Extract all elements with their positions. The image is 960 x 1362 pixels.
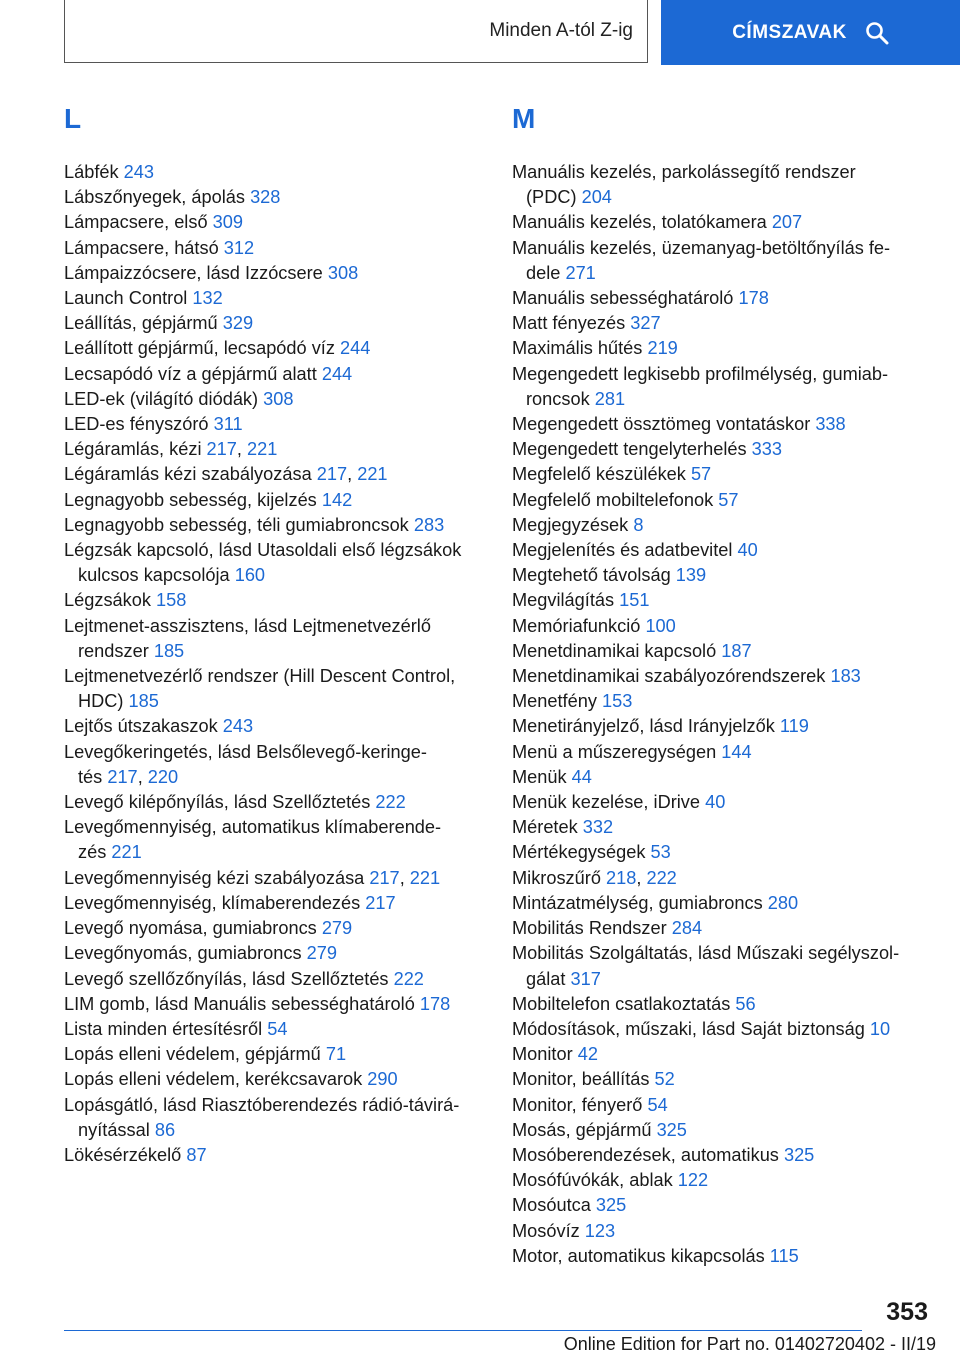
index-entry: [512, 286, 932, 311]
index-entry: [64, 714, 484, 739]
index-entry: [512, 1244, 932, 1269]
index-entry: [512, 1042, 932, 1067]
index-entry: [512, 1067, 932, 1092]
page-link[interactable]: 185: [153, 640, 185, 661]
entry-term: Menetdinamikai kapcsoló: [512, 640, 722, 661]
page-link[interactable]: 53: [650, 842, 671, 863]
page-link[interactable]: 100: [645, 615, 676, 636]
index-entry: [512, 1168, 932, 1193]
page-link[interactable]: 54: [267, 1018, 288, 1039]
entry-term: Manuális kezelés, üzemanyag-betöltőnyílás fe‐: [512, 237, 891, 258]
page-link[interactable]: 44: [571, 766, 592, 787]
index-column-left: [64, 98, 484, 1168]
index-entry: [64, 437, 484, 462]
page-link[interactable]: 332: [582, 817, 614, 838]
page-link[interactable]: 244: [340, 338, 371, 359]
index-entry: [64, 891, 484, 916]
page-link[interactable]: 56: [735, 993, 756, 1014]
entry-term: Menetfény: [512, 691, 602, 712]
page-link[interactable]: 207: [771, 212, 803, 233]
entry-term: Mikroszűrő: [512, 867, 606, 888]
page-link[interactable]: 279: [306, 943, 337, 964]
index-entry: [512, 210, 932, 235]
entry-term: Mobilitás Rendszer: [512, 918, 672, 939]
page-link[interactable]: 52: [654, 1069, 675, 1090]
page-link[interactable]: 123: [584, 1220, 616, 1241]
index-entry: [64, 336, 484, 361]
page-link[interactable]: 178: [419, 993, 451, 1014]
index-entry: [512, 437, 932, 462]
index-entry: [64, 362, 484, 387]
index-entry: [64, 236, 484, 261]
index-entry: [512, 563, 932, 588]
index-entry: [512, 916, 932, 941]
index-entry: [512, 160, 932, 210]
page-link[interactable]: 308: [327, 262, 359, 283]
entry-term: Matt fényezés: [512, 313, 631, 334]
page-link[interactable]: 158: [156, 590, 187, 611]
index-entry: [512, 513, 932, 538]
tab-keywords-label: CÍMSZAVAK: [732, 21, 847, 43]
entry-term: Memóriafunkció: [512, 615, 646, 636]
index-entry: [512, 840, 932, 865]
page-separator: ,: [636, 867, 647, 888]
page-link[interactable]: 119: [779, 716, 809, 737]
index-entry: [512, 765, 932, 790]
page-link[interactable]: 312: [223, 237, 255, 258]
index-entry: [64, 740, 484, 790]
page-link[interactable]: 142: [321, 489, 353, 510]
page-link[interactable]: 290: [367, 1069, 398, 1090]
index-entry: [64, 664, 484, 714]
page-link[interactable]: 222: [646, 867, 677, 888]
entry-term: Légzsákok: [64, 590, 157, 611]
entry-term: Megtehető távolság: [512, 565, 676, 586]
page-link[interactable]: 54: [647, 1094, 668, 1115]
entry-term: Monitor: [512, 1044, 578, 1065]
page-link[interactable]: 40: [705, 792, 726, 813]
page-link[interactable]: 71: [325, 1044, 347, 1065]
entry-term: Leállított gépjármű, lecsapódó víz: [64, 338, 341, 359]
page-link[interactable]: 42: [577, 1044, 598, 1065]
entry-term: Monitor, fényerő: [512, 1094, 648, 1115]
index-entry: [512, 992, 932, 1017]
entry-term: Mosóutca: [512, 1195, 596, 1216]
index-entry: [64, 866, 484, 891]
page-link[interactable]: 244: [321, 363, 353, 384]
page-link[interactable]: 10: [869, 1018, 891, 1039]
entry-term: Lejtős útszakaszok: [64, 716, 223, 737]
index-entry: [64, 311, 484, 336]
index-entry: [64, 538, 484, 588]
page-link[interactable]: 57: [690, 464, 712, 485]
index-entry: [512, 714, 932, 739]
index-entry: [512, 815, 932, 840]
entry-term: Mosóberendezések, automatikus: [512, 1144, 784, 1165]
index-entry: [512, 1143, 932, 1168]
entry-term: Levegőmennyiség, klímaberendezés: [64, 892, 366, 913]
section-letter-m: M: [512, 103, 536, 134]
index-entry: [64, 513, 484, 538]
entry-term: Mobilitás Szolgáltatás, lásd Műszaki segélyszol‐: [512, 943, 900, 964]
entry-term: Lámpacsere, hátsó: [64, 237, 224, 258]
index-entry: [64, 967, 484, 992]
page-link[interactable]: 144: [721, 741, 752, 762]
index-entry: [512, 362, 932, 412]
entry-term: Menük kezelése, iDrive: [512, 792, 706, 813]
index-entry: [512, 614, 932, 639]
entry-term: Levegőmennyiség kézi szabályozása: [64, 867, 370, 888]
index-entry: [64, 815, 484, 865]
page-separator: ,: [399, 867, 410, 888]
entry-term: Légáramlás, kézi: [64, 439, 207, 460]
footer-edition: Online Edition for Part no. 01402720402 - II/19: [563, 1334, 936, 1354]
index-entry: [512, 1193, 932, 1218]
entry-term: rendszer: [78, 640, 154, 661]
index-entries-left: [64, 160, 484, 1168]
entry-term: Lámpaizzócsere, lásd Izzócsere: [64, 262, 328, 283]
entry-term: Lámpacsere, első: [64, 212, 213, 233]
page-link[interactable]: 283: [413, 514, 445, 535]
page-link[interactable]: 329: [222, 313, 254, 334]
entry-term: Manuális kezelés, parkolássegítő rendszer: [512, 162, 856, 182]
entry-term: HDC): [78, 691, 129, 712]
entry-term: Lábfék: [64, 162, 124, 182]
entry-term: Lökésérzékelő: [64, 1144, 187, 1165]
index-entry: [64, 261, 484, 286]
index-entry: [64, 916, 484, 941]
index-entry: [64, 588, 484, 613]
page-link[interactable]: 187: [721, 640, 752, 661]
search-icon: [865, 21, 889, 45]
page-link[interactable]: 243: [123, 162, 155, 182]
tab-a-to-z[interactable]: [64, 0, 648, 63]
index-entry: [64, 1017, 484, 1042]
tab-keywords[interactable]: [661, 0, 960, 65]
index-entry: [64, 790, 484, 815]
entry-term: Launch Control: [64, 288, 193, 309]
page-link[interactable]: 204: [581, 187, 612, 208]
page-link[interactable]: 308: [263, 388, 294, 409]
entry-term: Menetdinamikai szabályozórendszerek: [512, 666, 831, 687]
entry-term: Lopás elleni védelem, kerékcsavarok: [64, 1069, 368, 1090]
page-link[interactable]: 178: [738, 288, 769, 309]
page-link[interactable]: 271: [565, 262, 596, 283]
page-link[interactable]: 222: [375, 792, 406, 813]
entry-term: Lopásgátló, lásd Riasztóberendezés rádió-távirá‐: [64, 1094, 460, 1115]
index-entry: [512, 689, 932, 714]
entry-term: Levegő kilépőnyílás, lásd Szellőztetés: [64, 792, 376, 813]
entry-term: Megengedett össztömeg vontatáskor: [512, 414, 816, 435]
entry-term: Módosítások, műszaki, lásd Saját biztonság: [512, 1018, 870, 1039]
page-link[interactable]: 185: [128, 691, 159, 712]
index-entry: [512, 336, 932, 361]
page-link[interactable]: 151: [619, 590, 650, 611]
header-bar: [0, 0, 960, 66]
page-link[interactable]: 325: [656, 1119, 687, 1140]
page-link[interactable]: 222: [393, 968, 424, 989]
index-entry: [512, 1093, 932, 1118]
page-link[interactable]: 217: [369, 867, 400, 888]
entry-term: tés: [78, 766, 108, 787]
page-link[interactable]: 311: [213, 414, 243, 435]
page-link[interactable]: 333: [751, 439, 782, 460]
entry-term: (PDC): [526, 187, 582, 208]
page-separator: ,: [137, 766, 148, 787]
page-link[interactable]: 325: [783, 1144, 815, 1165]
entry-term: Manuális kezelés, tolatókamera: [512, 212, 772, 233]
page-link[interactable]: 284: [671, 918, 703, 939]
index-entry: [512, 639, 932, 664]
page-link[interactable]: 217: [316, 464, 348, 485]
page-link[interactable]: 327: [630, 313, 661, 334]
index-entry: [64, 210, 484, 235]
entry-term: Megjelenítés és adatbevitel: [512, 540, 738, 561]
entry-term: kulcsos kapcsolója: [78, 565, 235, 586]
page-link[interactable]: 221: [409, 867, 441, 888]
entry-term: Megengedett tengelyterhelés: [512, 439, 752, 460]
index-entries-right: [512, 160, 932, 1269]
page-link[interactable]: 8: [633, 514, 644, 535]
footer-divider: [64, 1330, 862, 1331]
entry-term: zés: [78, 842, 112, 863]
entry-term: Megjegyzések: [512, 514, 634, 535]
entry-term: Megvilágítás: [512, 590, 620, 611]
page-link[interactable]: 221: [247, 439, 278, 460]
page-link[interactable]: 40: [737, 540, 758, 561]
page-link[interactable]: 279: [321, 918, 353, 939]
entry-term: dele: [526, 262, 566, 283]
entry-term: LED-ek (világító diódák): [64, 388, 264, 409]
entry-term: Menü a műszeregységen: [512, 741, 722, 762]
index-entry: [64, 160, 484, 185]
index-entry: [512, 891, 932, 916]
entry-term: Levegő szellőzőnyílás, lásd Szellőztetés: [64, 968, 394, 989]
page-link[interactable]: 86: [154, 1119, 176, 1140]
entry-term: LED-es fényszóró: [64, 414, 214, 435]
index-entry: [512, 941, 932, 991]
page-link[interactable]: 243: [222, 716, 254, 737]
page-link[interactable]: 338: [815, 414, 846, 435]
entry-term: Mosóvíz: [512, 1220, 585, 1241]
page-number: 353: [886, 1298, 928, 1326]
entry-term: Mosás, gépjármű: [512, 1119, 657, 1140]
index-entry: [512, 412, 932, 437]
tab-a-to-z-label: Minden A-tól Z-ig: [489, 20, 633, 41]
page-link[interactable]: 57: [718, 489, 739, 510]
index-entry: [64, 614, 484, 664]
page-link[interactable]: 153: [601, 691, 633, 712]
entry-term: Lejtmenet-asszisztens, lásd Lejtmenetvezérlő: [64, 615, 431, 636]
index-entry: [64, 992, 484, 1017]
page-link[interactable]: 220: [147, 766, 179, 787]
entry-term: Mobiltelefon csatlakoztatás: [512, 993, 736, 1014]
index-entry: [512, 664, 932, 689]
page-link[interactable]: 87: [186, 1144, 207, 1165]
index-entry: [64, 462, 484, 487]
index-entry: [512, 236, 932, 286]
entry-term: Levegőnyomás, gumiabroncs: [64, 943, 307, 964]
entry-term: Megfelelő mobiltelefonok: [512, 489, 719, 510]
entry-term: Méretek: [512, 817, 583, 838]
entry-term: Megfelelő készülékek: [512, 464, 691, 485]
entry-term: Maximális hűtés: [512, 338, 648, 359]
entry-term: roncsok: [526, 388, 595, 409]
entry-term: Motor, automatikus kikapcsolás: [512, 1245, 770, 1266]
index-entry: [512, 866, 932, 891]
entry-term: Mosófúvókák, ablak: [512, 1170, 678, 1191]
index-entry: [64, 488, 484, 513]
page-link[interactable]: 309: [212, 212, 243, 233]
page-link[interactable]: 317: [570, 968, 601, 989]
index-entry: [512, 1118, 932, 1143]
page-separator: ,: [236, 439, 248, 460]
entry-term: Lista minden értesítésről: [64, 1018, 268, 1039]
index-entry: [64, 286, 484, 311]
entry-term: Megengedett legkisebb profilmélység, gumiab‐: [512, 363, 889, 384]
entry-term: Mintázatmélység, gumiabroncs: [512, 892, 768, 913]
index-entry: [512, 790, 932, 815]
entry-term: Leállítás, gépjármű: [64, 313, 223, 334]
index-entry: [512, 311, 932, 336]
entry-term: Légzsák kapcsoló, lásd Utasoldali első légzsákok: [64, 540, 462, 561]
index-entry: [64, 1067, 484, 1092]
entry-term: Legnagyobb sebesség, kijelzés: [64, 489, 322, 510]
index-entry: [512, 1017, 932, 1042]
entry-term: Levegőkeringetés, lásd Belsőlevegő-keringe‐: [64, 741, 427, 762]
index-entry: [512, 1219, 932, 1244]
page-link[interactable]: 160: [234, 565, 266, 586]
page-link[interactable]: 221: [111, 842, 142, 863]
index-entry: [64, 1093, 484, 1143]
index-entry: [512, 538, 932, 563]
page-link[interactable]: 183: [830, 666, 861, 687]
index-entry: [512, 488, 932, 513]
index-entry: [64, 185, 484, 210]
page-link[interactable]: 122: [677, 1170, 709, 1191]
page-link[interactable]: 217: [206, 439, 237, 460]
entry-term: Lejtmenetvezérlő rendszer (Hill Descent Control,: [64, 666, 456, 687]
index-entry: [64, 412, 484, 437]
index-entry: [512, 740, 932, 765]
entry-term: gálat: [526, 968, 571, 989]
page-link[interactable]: 217: [107, 766, 138, 787]
page-link[interactable]: 139: [675, 565, 707, 586]
entry-term: Manuális sebességhatároló: [512, 288, 739, 309]
page-link[interactable]: 280: [767, 892, 799, 913]
page-link[interactable]: 217: [365, 892, 396, 913]
index-column-right: [512, 98, 932, 1269]
index-entry: [64, 1042, 484, 1067]
page-link[interactable]: 115: [769, 1245, 799, 1266]
entry-term: Monitor, beállítás: [512, 1069, 655, 1090]
entry-term: nyítással: [78, 1119, 155, 1140]
entry-term: Légáramlás kézi szabályozása: [64, 464, 317, 485]
entry-term: LIM gomb, lásd Manuális sebességhatároló: [64, 993, 420, 1014]
page-link[interactable]: 221: [357, 464, 388, 485]
page-link[interactable]: 325: [595, 1195, 627, 1216]
page-link[interactable]: 132: [192, 288, 223, 309]
entry-term: Menetirányjelző, lásd Irányjelzők: [512, 716, 780, 737]
page-link[interactable]: 219: [647, 338, 678, 359]
section-letter-l: L: [64, 103, 82, 134]
entry-term: Legnagyobb sebesség, téli gumiabroncsok: [64, 514, 414, 535]
index-entry: [512, 588, 932, 613]
entry-term: Menük: [512, 766, 572, 787]
entry-term: Levegő nyomása, gumiabroncs: [64, 918, 322, 939]
index-entry: [64, 941, 484, 966]
page-separator: ,: [347, 464, 358, 485]
entry-term: Mértékegységek: [512, 842, 651, 863]
entry-term: Lecsapódó víz a gépjármű alatt: [64, 363, 322, 384]
page-link[interactable]: 218: [605, 867, 637, 888]
entry-term: Lábszőnyegek, ápolás: [64, 187, 251, 208]
page-link[interactable]: 328: [250, 187, 281, 208]
index-entry: [64, 1143, 484, 1168]
index-entry: [512, 462, 932, 487]
entry-term: Lopás elleni védelem, gépjármű: [64, 1044, 326, 1065]
index-entry: [64, 387, 484, 412]
entry-term: Levegőmennyiség, automatikus klímaberende‐: [64, 817, 442, 838]
page-link[interactable]: 281: [594, 388, 626, 409]
